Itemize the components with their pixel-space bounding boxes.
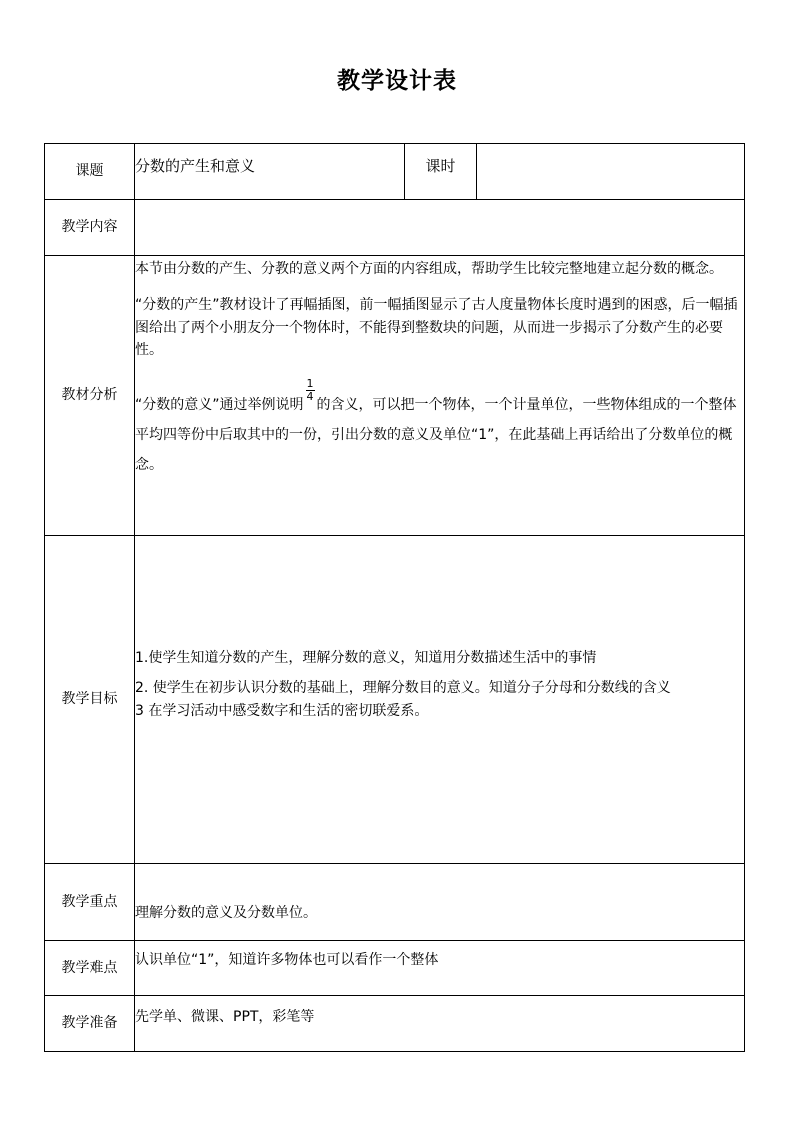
analysis-paragraph-3 — [135, 376, 744, 480]
prep-label: 教学准备 — [45, 996, 135, 1052]
lesson-design-table — [44, 143, 745, 1052]
prep-row — [45, 996, 745, 1052]
analysis-p3-after: 的含义，可以把一个物体，一个计量单位，一些物体组成的一个整体平均四等份中后取其中的一份，引出分数的意义及单位“1”，在此基础上再话给出了分数单位的概念。 — [135, 396, 737, 473]
content-row — [45, 200, 745, 256]
difficulty-row — [45, 941, 745, 996]
key-label: 教学重点 — [45, 864, 135, 941]
difficulty-label: 教学难点 — [45, 941, 135, 996]
fraction-one-quarter — [306, 378, 315, 403]
fraction-numerator: 1 — [306, 376, 314, 390]
difficulty-value — [135, 941, 745, 996]
analysis-value — [135, 256, 745, 536]
analysis-paragraph-1: 本节由分数的产生、分教的意义两个方面的内容组成，帮助学生比较完整地建立起分数的概念。 — [135, 261, 723, 277]
fraction-denominator: 4 — [306, 390, 314, 404]
prep-value-text: 先学单、微课、PPT，彩笔等 — [135, 1009, 315, 1025]
key-value-text: 理解分数的意义及分数单位。 — [135, 904, 317, 921]
goals-value — [135, 536, 745, 864]
goal-3: 3 在学习活动中感受数字和生活的密切联爱系。 — [135, 702, 429, 719]
goal-2: 2. 使学生在初步认识分数的基础上，理解分数目的意义。知道分子分母和分数线的含义 — [135, 680, 671, 697]
key-value — [135, 864, 745, 941]
content-label: 教学内容 — [45, 200, 135, 256]
analysis-p3-before: “分数的意义”通过举例说明 — [135, 396, 304, 413]
goal-1: 1.使学生知道分数的产生，理解分数的意义，知道用分数描述生活中的事情 — [135, 649, 597, 666]
difficulty-value-text: 认识单位“1”，知道许多物体也可以看作一个整体 — [135, 952, 439, 968]
page-title: 教学设计表 — [337, 67, 457, 94]
topic-value — [135, 144, 405, 200]
hours-value — [477, 144, 745, 200]
analysis-row — [45, 256, 745, 536]
prep-value — [135, 996, 745, 1052]
content-value — [135, 200, 745, 256]
topic-row — [45, 144, 745, 200]
goals-label: 教学目标 — [45, 536, 135, 864]
topic-value-text: 分数的产生和意义 — [135, 157, 256, 175]
hours-label — [405, 144, 477, 200]
key-row — [45, 864, 745, 941]
topic-label: 课题 — [45, 144, 135, 200]
goals-row — [45, 536, 745, 864]
hours-label-text: 课时 — [425, 157, 456, 175]
analysis-label: 教材分析 — [45, 256, 135, 536]
analysis-paragraph-2: “分数的产生”教材设计了再幅插图，前一幅插图显示了古人度量物体长度时遇到的困惑，后一幅插图给出了两个小朋友分一个物体时，不能得到整数块的问题，从而进一步揭示了分数产生的必要性。 — [135, 297, 738, 359]
